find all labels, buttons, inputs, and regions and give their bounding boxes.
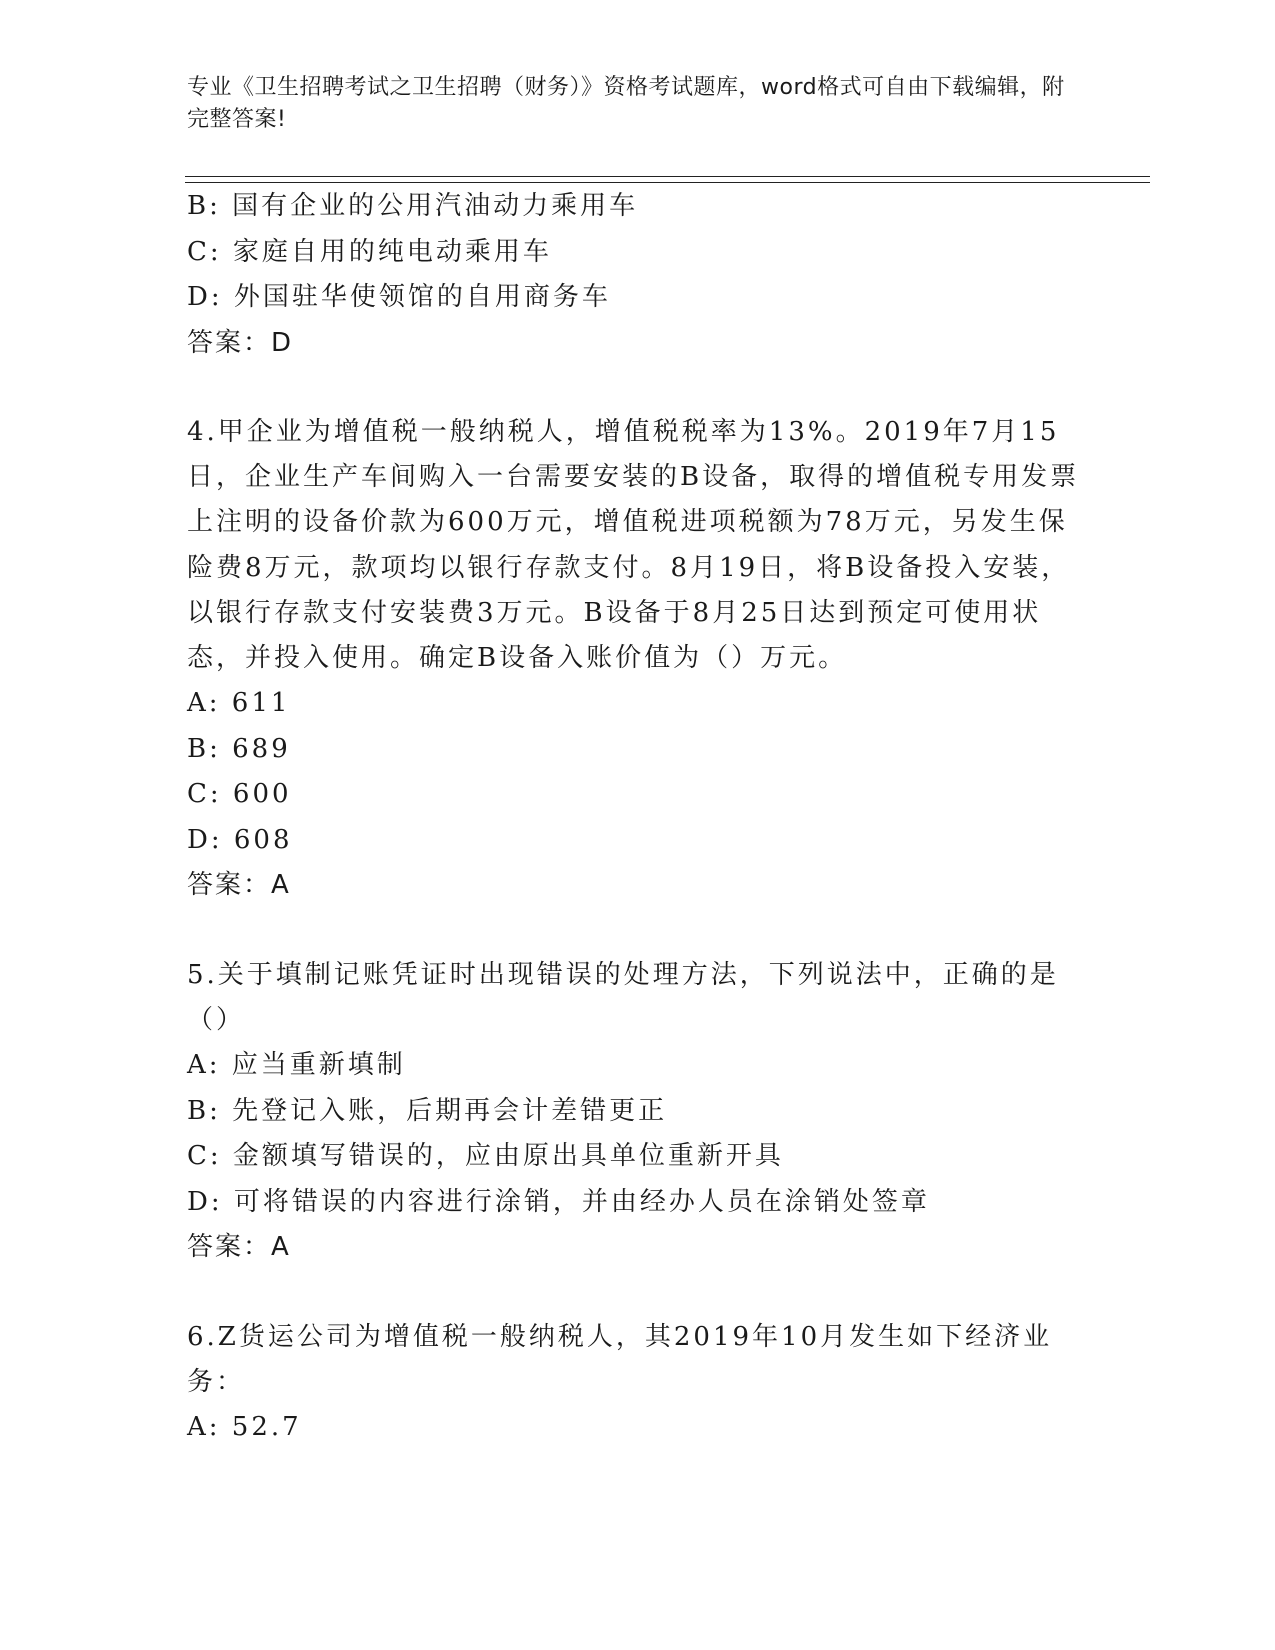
answer-label: 答案：D <box>187 327 294 358</box>
question-stem: 4.甲企业为增值税一般纳税人，增值税税率为13%。2019年7月15日，企业生产车间购入一台需要安装的B设备，取得的增值税专用发票上注明的设备价款为600万元，增值税进项税额为78万元，另发生保险费8万元，款项均以银行存款支付。8月19日，将B设备投入安装，以银行存款支付安装费3万元。B设备于8月25日达到预定可使用状态，并投入使用。确定B设备入账价值为（）万元。 <box>187 417 1080 674</box>
question-6 <box>187 1315 1087 1451</box>
question-list <box>187 184 1087 1451</box>
header-divider-bottom <box>185 182 1150 183</box>
question-5 <box>187 953 1087 1271</box>
question-3 <box>187 184 1087 366</box>
option-a: A: 611 <box>187 688 291 719</box>
option-a: A: 52.7 <box>187 1412 302 1443</box>
option-c: C: 600 <box>187 779 292 810</box>
option-c: C: 金额填写错误的，应由原出具单位重新开具 <box>187 1141 784 1172</box>
question-stem: 6.Z货运公司为增值税一般纳税人，其2019年10月发生如下经济业务： <box>187 1321 1053 1397</box>
option-d: D: 外国驻华使领馆的自用商务车 <box>187 282 611 312</box>
option-b: B: 先登记入账，后期再会计差错更正 <box>187 1095 668 1126</box>
header-divider-top <box>185 176 1150 177</box>
option-c: C: 家庭自用的纯电动乘用车 <box>187 236 552 267</box>
question-stem: 5.关于填制记账凭证时出现错误的处理方法，下列说法中，正确的是（） <box>187 959 1059 1035</box>
answer-label: 答案：A <box>187 1232 291 1263</box>
option-a: A: 应当重新填制 <box>187 1050 406 1081</box>
option-d: D: 可将错误的内容进行涂销，并由经办人员在涂销处签章 <box>187 1186 930 1217</box>
document-header: 专业《卫生招聘考试之卫生招聘（财务）》资格考试题库，word格式可自由下载编辑，附完整答案! <box>187 75 1065 132</box>
question-4 <box>187 410 1087 909</box>
answer-label: 答案：A <box>187 870 291 901</box>
option-b: B: 689 <box>187 733 291 764</box>
option-b: B: 国有企业的公用汽油动力乘用车 <box>187 191 639 221</box>
option-d: D: 608 <box>187 824 293 855</box>
